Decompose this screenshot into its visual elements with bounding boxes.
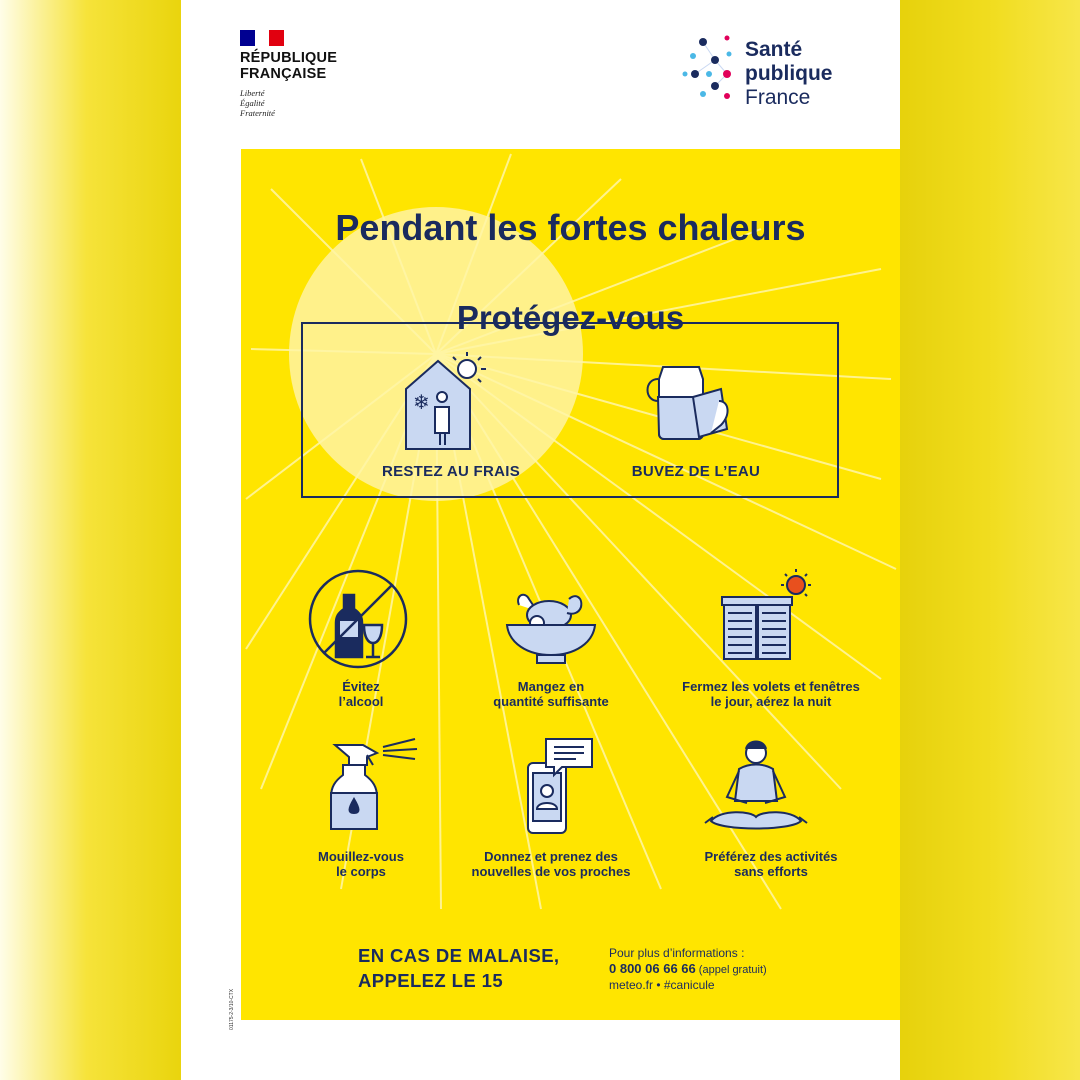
rf-motto-3: Fraternité bbox=[240, 108, 275, 118]
rf-motto-2: Égalité bbox=[240, 98, 265, 108]
spray-bottle-icon bbox=[321, 737, 421, 837]
protect-title-wrap bbox=[241, 299, 900, 337]
info-phone-line bbox=[609, 961, 767, 978]
meditation-icon bbox=[701, 739, 811, 839]
rf-motto-1: Liberté bbox=[240, 88, 265, 98]
spf-wordmark bbox=[745, 38, 833, 110]
molecule-icon bbox=[681, 30, 743, 120]
rf-name bbox=[240, 50, 337, 82]
label-close-shutters: Fermez les volets et fenêtres le jour, aérez la nuit bbox=[682, 679, 860, 709]
water-jug-icon bbox=[641, 357, 751, 447]
label-drink-water: BUVEZ DE L’EAU bbox=[631, 463, 761, 480]
shutters-icon bbox=[716, 567, 826, 662]
protect-title: Protégez-vous bbox=[456, 299, 685, 336]
sante-publique-france-logo bbox=[681, 30, 851, 120]
info-block bbox=[609, 946, 767, 993]
heatwave-panel bbox=[241, 149, 900, 1020]
label-contact-relatives: Donnez et prenez des nouvelles de vos proches bbox=[471, 849, 631, 879]
french-flag-icon bbox=[240, 30, 284, 46]
republique-francaise-logo bbox=[240, 30, 360, 125]
spf-line3: France bbox=[745, 86, 811, 109]
reference-code: 01175-2-3/10-CTX bbox=[229, 988, 235, 1030]
label-low-effort: Préférez des activités sans efforts bbox=[704, 849, 838, 879]
emergency-cta: EN CAS DE MALAISE, APPELEZ LE 15 bbox=[358, 945, 560, 991]
spf-line1: Santé bbox=[745, 38, 803, 61]
info-links[interactable]: meteo.fr • #canicule bbox=[609, 978, 715, 992]
label-eat-enough: Mangez en quantité suffisante bbox=[493, 679, 609, 709]
svg-text:❄: ❄ bbox=[413, 392, 430, 414]
rf-name-line2: FRANÇAISE bbox=[240, 66, 327, 82]
label-avoid-alcohol: Évitez l’alcool bbox=[338, 679, 384, 709]
rf-name-line1: RÉPUBLIQUE bbox=[240, 50, 338, 66]
poster-title: Pendant les fortes chaleurs bbox=[335, 207, 806, 248]
info-line1: Pour plus d’informations : bbox=[609, 946, 745, 960]
phone-message-icon bbox=[526, 737, 606, 837]
label-stay-cool: RESTEZ AU FRAIS bbox=[381, 463, 521, 480]
poster bbox=[181, 0, 900, 1080]
house-cool-icon bbox=[401, 349, 491, 454]
rf-motto bbox=[240, 88, 275, 118]
spf-line2: publique bbox=[745, 62, 833, 85]
label-wet-body: Mouillez-vous le corps bbox=[318, 849, 404, 879]
no-alcohol-icon bbox=[306, 567, 410, 671]
info-phone-note: (appel gratuit) bbox=[695, 964, 767, 976]
food-bowl-icon bbox=[501, 581, 601, 669]
info-phone[interactable]: 0 800 06 66 66 bbox=[609, 961, 696, 976]
